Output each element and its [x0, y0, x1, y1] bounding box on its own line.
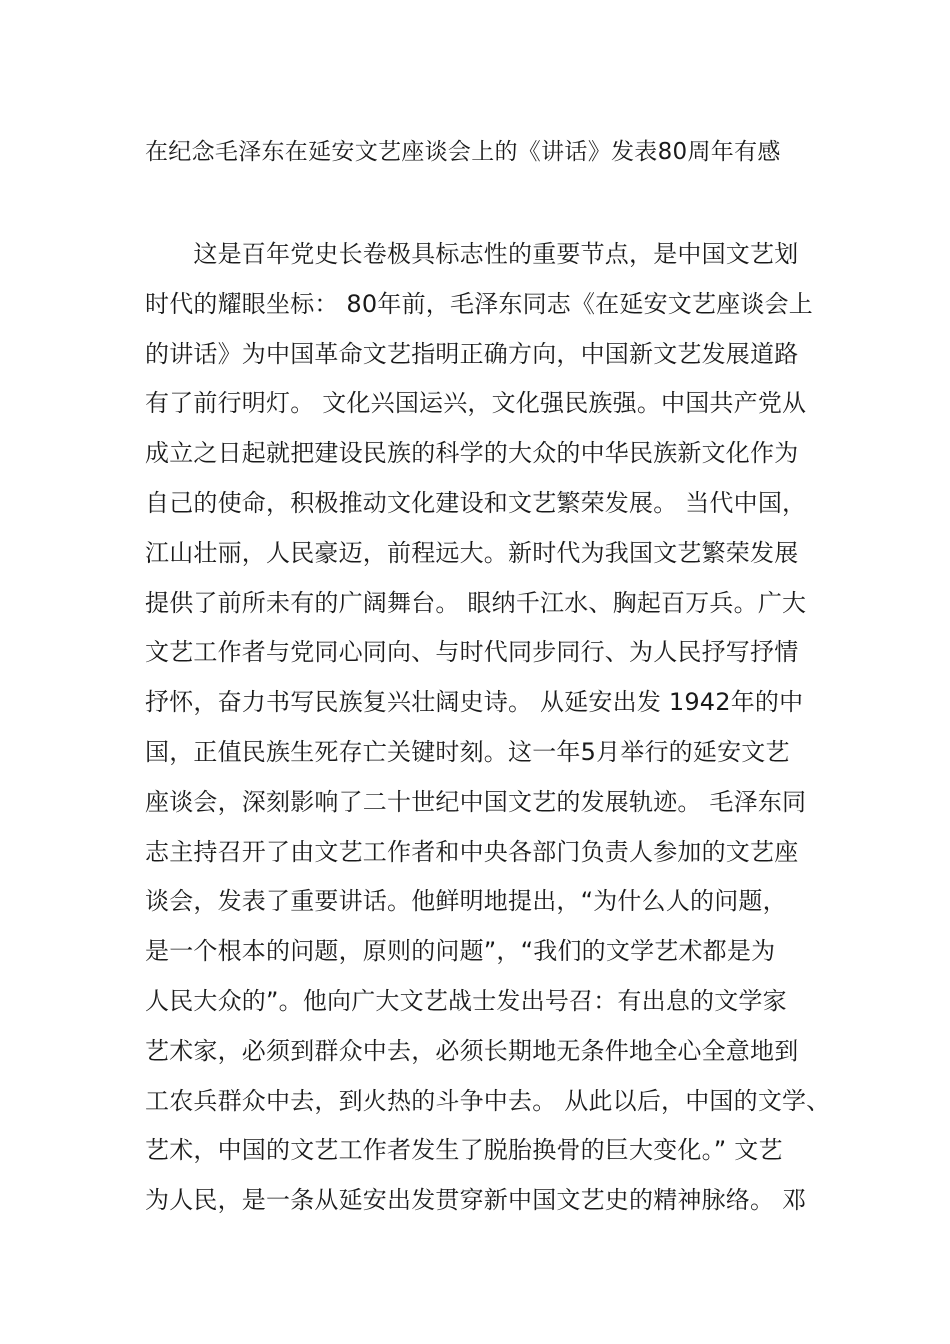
body-line: 文艺工作者与党同心同向、与时代同步同行、为人民抒写抒情	[145, 638, 799, 667]
body-line: 有了前行明灯。 文化兴国运兴，文化强民族强。中国共产党从	[145, 389, 807, 418]
body-line: 江山壮丽，人民豪迈，前程远大。新时代为我国文艺繁荣发展	[145, 538, 799, 567]
body-line: 艺术，中国的文艺工作者发生了脱胎换骨的巨大变化。” 文艺	[145, 1136, 783, 1165]
body-line: 艺术家，必须到群众中去，必须长期地无条件地全心全意地到	[145, 1036, 799, 1065]
body-line: 这是百年党史长卷极具标志性的重要节点，是中国文艺划	[145, 240, 799, 268]
body-line: 谈会，发表了重要讲话。他鲜明地提出，“为什么人的问题，	[145, 887, 787, 916]
body-line: 国，正值民族生死存亡关键时刻。这一年5月举行的延安文艺	[145, 737, 790, 766]
body-line: 提供了前所未有的广阔舞台。 眼纳千江水、胸起百万兵。广大	[145, 588, 807, 617]
body-line: 人民大众的”。他向广大文艺战士发出号召：有出息的文学家	[145, 986, 787, 1015]
body-line: 是一个根本的问题，原则的问题”，“我们的文学艺术都是为	[145, 937, 776, 966]
body-line: 自己的使命，积极推动文化建设和文艺繁荣发展。 当代中国，	[145, 488, 807, 517]
document-body	[145, 230, 831, 1226]
body-line: 为人民，是一条从延安出发贯穿新中国文艺史的精神脉络。 邓	[145, 1186, 807, 1215]
body-line: 志主持召开了由文艺工作者和中央各部门负责人参加的文艺座	[145, 837, 799, 866]
document-title: 在纪念毛泽东在延安文艺座谈会上的《讲话》发表80周年有感	[145, 139, 781, 165]
body-line: 座谈会，深刻影响了二十世纪中国文艺的发展轨迹。 毛泽东同	[145, 787, 807, 816]
body-line: 成立之日起就把建设民族的科学的大众的中华民族新文化作为	[145, 439, 799, 468]
body-line: 的讲话》为中国革命文艺指明正确方向，中国新文艺发展道路	[145, 339, 799, 368]
body-line: 时代的耀眼坐标： 80年前，毛泽东同志《在延安文艺座谈会上	[145, 289, 813, 318]
body-line: 抒怀，奋力书写民族复兴壮阔史诗。 从延安出发 1942年的中	[145, 688, 804, 717]
body-line: 工农兵群众中去，到火热的斗争中去。 从此以后，中国的文学、	[145, 1086, 831, 1115]
